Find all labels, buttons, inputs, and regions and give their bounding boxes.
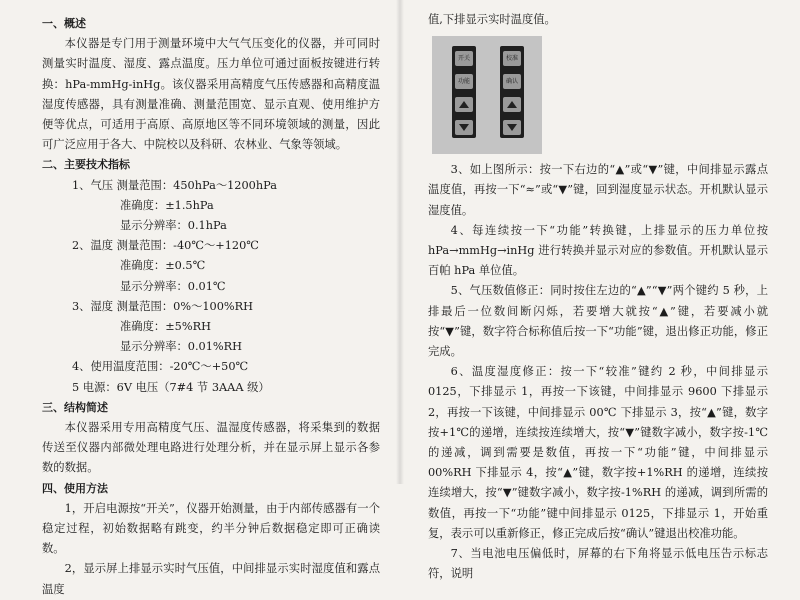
spec-line: 3、湿度 测量范围：0%～100%RH (72, 299, 254, 313)
spec-line: 准确度：±0.5℃ (120, 259, 206, 273)
section-heading-overview: 一、概述 (42, 17, 86, 30)
page-fold (396, 0, 404, 484)
spec-line: 显示分辨率：0.01%RH (120, 340, 243, 354)
up-key-left (455, 97, 473, 112)
instruction-6: 6、温度湿度修正：按一下“较准”键约 2 秒，中间排显示 0125，下排显示 1，再按一下该键，中间排显示 9600 下排显示 2，再按一下该键，中间排显示 00℃ 下排显示 3，按“▲”键，数字按+1℃的递增，连续按连续增大，按“▼”键数字减小，数字按-1℃的递减，调到需要是数值，再按一下“功能”键，中间排显示 00%RH 下排显示 4，按“▲”键，数字按+1%RH 的递增，连续按连续增大，按“▼”键数字减小，数字按-1%RH 的递减，调到所需的数值，再按一下“功能”键中间排显示 0125，下排显示 1，开始重复，表示可以重新修正，修正完成后按“确认”键退出校准功能。 (428, 365, 768, 540)
section-heading-usage: 四、使用方法 (42, 481, 108, 495)
function-key: 功能 (455, 74, 473, 89)
power-key: 开关 (455, 51, 473, 66)
spec-line: 显示分辨率：0.01℃ (120, 279, 226, 293)
spec-list (42, 176, 380, 398)
up-arrow-icon (459, 101, 469, 108)
right-column (428, 0, 768, 584)
confirm-key: 确认 (503, 74, 521, 89)
calibrate-key: 校准 (503, 51, 521, 66)
structure-paragraph: 本仪器采用专用高精度气压、温湿度传感器，将采集到的数据传送至仪器内部微处理电路进行处理分析，并在显示屏上显示各参数的数据。 (42, 421, 380, 475)
spec-line: 2、温度 测量范围：-40℃～+120℃ (72, 239, 259, 253)
instruction-3: 3、如上图所示：按一下右边的“▲”或“▼”键，中间排显示露点温度值，再按一下“≈”或“▼”键，回到湿度显示状态。开机默认显示湿度值。 (428, 163, 768, 217)
overview-paragraph: 本仪器是专门用于测量环境中大气气压变化的仪器，并可同时测量实时温度、湿度、露点温度。压力单位可通过面板按键进行转换：hPa-mmHg-inHg。该仪器采用高精度气压传感器和高精度温湿度传感器，具有测量准确、测量范围宽、显示直观、使用维护方便等优点，可适用于高原、高原地区等不同环境领域的测量，因此可广泛应用于各大、中院校以及科研、农林业、气象等领域。 (42, 37, 380, 152)
left-column (42, 0, 380, 600)
spec-line: 显示分辨率：0.1hPa (120, 219, 227, 233)
spec-line: 4、使用温度范围：-20℃～+50℃ (72, 360, 249, 374)
spec-line: 5 电源：6V 电压（7#4 节 3AAA 级） (72, 380, 270, 394)
usage-step-1: 1，开启电源按“开关”，仪器开始测量，由于内部传感器有一个稳定过程，初始数据略有跳变，约半分钟后数据稳定即可正确读数。 (42, 501, 380, 556)
left-key-strip (452, 46, 476, 138)
section-heading-specs: 二、主要技术指标 (42, 158, 130, 172)
spec-line: 准确度：±1.5hPa (120, 198, 214, 212)
keypad-panel-figure (432, 36, 542, 154)
up-key-right (503, 97, 521, 112)
continued-line: 值,下排显示实时温度值。 (428, 13, 556, 26)
down-arrow-icon (459, 124, 469, 131)
down-key-right (503, 120, 521, 135)
up-arrow-icon (507, 101, 517, 108)
instruction-5: 5、气压数值修正：同时按住左边的“▲”“▼”两个键约 5 秒，上排最后一位数间断闪烁，若要增大就按“▲”键，若要减小就按“▼”键，数字符合标称值后按一下“功能”键，退出修正功能，修正完成。 (428, 284, 768, 359)
right-key-strip (500, 46, 524, 138)
spec-line: 1、气压 测量范围：450hPa～1200hPa (72, 178, 277, 192)
instruction-4: 4、每连续按一下“功能”转换键，上排显示的压力单位按hPa→mmHg→inHg 进行转换并显示对应的参数值。开机默认显示百帕 hPa 单位值。 (428, 223, 768, 278)
usage-step-2: 2，显示屏上排显示实时气压值，中间排显示实时湿度值和露点温度 (42, 562, 380, 596)
spec-line: 准确度：±5%RH (120, 320, 211, 334)
down-arrow-icon (507, 124, 517, 131)
section-heading-structure: 三、结构简述 (42, 400, 108, 414)
down-key-left (455, 120, 473, 135)
instruction-7: 7、当电池电压偏低时，屏幕的右下角将显示低电压告示标志符，说明 (428, 547, 768, 581)
